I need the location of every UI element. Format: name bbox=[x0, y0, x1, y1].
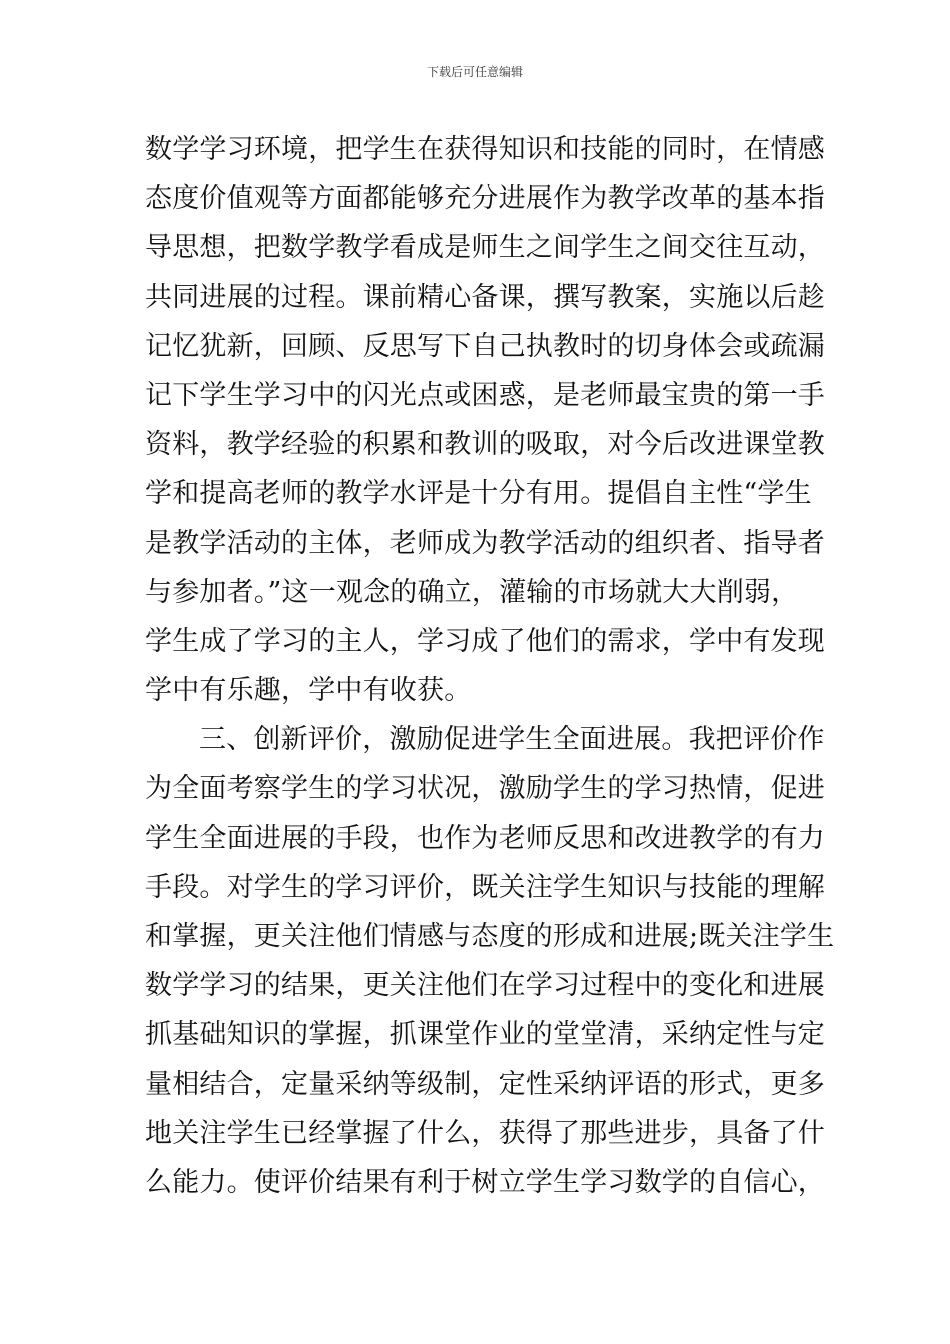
text-line: 记下学生学习中的闪光点或困惑，是老师最宝贵的第一手 bbox=[145, 379, 825, 411]
document-body bbox=[145, 125, 835, 1207]
text-line: 记忆犹新，回顾、反思写下自己执教时的切身体会或疏漏 bbox=[145, 330, 825, 362]
text-line: 和掌握，更关注他们情感与态度的形成和进展;既关注学生 bbox=[145, 921, 835, 952]
page-header: 下载后可任意编辑 bbox=[426, 65, 523, 79]
text-line: 导思想，把数学教学看成是师生之间学生之间交往互动， bbox=[145, 232, 825, 264]
text-line: 学中有乐趣，学中有收获。 bbox=[145, 675, 472, 707]
text-line: 学生全面进展的手段，也作为老师反思和改进教学的有力 bbox=[145, 822, 825, 854]
text-line: 手段。对学生的学习评价，既关注学生知识与技能的理解 bbox=[145, 871, 825, 903]
text-line: 是教学活动的主体，老师成为教学活动的组织者、指导者 bbox=[145, 527, 825, 559]
text-line: 为全面考察学生的学习状况，激励学生的学习热情，促进 bbox=[145, 773, 825, 805]
text-line: 抓基础知识的掌握，抓课堂作业的堂堂清，采纳定性与定 bbox=[145, 1019, 825, 1051]
text-line: 地关注学生已经掌握了什么，获得了那些进步，具备了什 bbox=[145, 1117, 825, 1149]
text-line: 态度价值观等方面都能够充分进展作为教学改革的基本指 bbox=[145, 183, 825, 215]
text-line: 共同进展的过程。课前精心备课，撰写教案，实施以后趁 bbox=[145, 281, 825, 313]
paragraph-start-line: 三、创新评价，激励促进学生全面进展。我把评价作 bbox=[199, 724, 825, 756]
text-line: 么能力。使评价结果有利于树立学生学习数学的自信心， bbox=[145, 1166, 825, 1198]
text-line: 数学学习环境，把学生在获得知识和技能的同时，在情感 bbox=[145, 134, 825, 165]
text-line: 学生成了学习的主人，学习成了他们的需求，学中有发现 bbox=[145, 625, 825, 657]
text-line: 资料，教学经验的积累和教训的吸取，对今后改进课堂教 bbox=[145, 429, 825, 461]
text-line: 与参加者。”这一观念的确立，灌输的市场就大大削弱， bbox=[145, 576, 799, 608]
text-line: 量相结合，定量采纳等级制，定性采纳评语的形式，更多 bbox=[145, 1068, 825, 1100]
text-line: 学和提高老师的教学水评是十分有用。提倡自主性“学生 bbox=[145, 478, 812, 510]
text-line: 数学学习的结果，更关注他们在学习过程中的变化和进展 bbox=[145, 970, 825, 1002]
